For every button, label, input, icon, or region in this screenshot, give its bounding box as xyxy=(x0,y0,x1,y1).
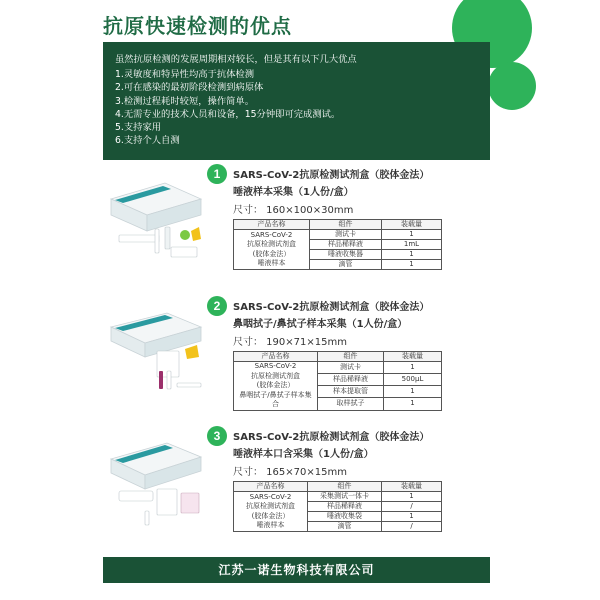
product-kit-image xyxy=(105,301,205,401)
product-size: 尺寸： 190×71×15mm xyxy=(233,337,347,348)
spec-table xyxy=(233,351,442,411)
product-subtitle: 鼻咽拭子/鼻拭子样本采集（1人份/盒） xyxy=(233,319,408,330)
decorative-circle-small xyxy=(488,62,536,110)
product-name-line: 抗原检测试剂盒 xyxy=(246,502,295,510)
page-title: 抗原快速检测的优点 xyxy=(103,14,292,38)
product-card-3 xyxy=(103,425,543,540)
table-header: 组件 xyxy=(310,220,382,230)
product-title: SARS-CoV-2抗原检测试剂盒（胶体金法） xyxy=(233,302,430,313)
advantages-intro: 虽然抗原检测的发展周期相对较长，但是其有以下几大优点 xyxy=(115,54,357,65)
product-name-line: SARS-CoV-2 xyxy=(250,230,293,239)
table-header-row xyxy=(234,482,442,492)
product-name-line: 鼻咽拭子/鼻拭子样本集合 xyxy=(239,390,312,408)
component-cell: 样本提取管 xyxy=(318,386,384,398)
advantage-item: 6.支持个人自测 xyxy=(115,135,180,147)
product-name-cell xyxy=(234,492,308,532)
product-name-cell xyxy=(234,230,310,270)
product-card-1 xyxy=(103,163,543,278)
component-cell: 唾液收集器 xyxy=(310,250,382,260)
quantity-cell: 1mL xyxy=(382,240,442,250)
advantages-panel xyxy=(103,42,490,160)
component-cell: 唾液收集袋 xyxy=(308,512,382,522)
component-cell: 测试卡 xyxy=(318,362,384,374)
product-card-2 xyxy=(103,295,543,410)
product-name-line: SARS-CoV-2 xyxy=(249,492,292,501)
component-cell: 测试卡 xyxy=(310,230,382,240)
table-header: 组件 xyxy=(308,482,382,492)
spec-table xyxy=(233,481,442,532)
advantage-item: 5.支持家用 xyxy=(115,122,162,134)
quantity-cell: 1 xyxy=(384,386,442,398)
product-subtitle: 唾液样本采集（1人份/盒） xyxy=(233,187,354,198)
quantity-cell: 1 xyxy=(384,398,442,410)
component-cell: 取样拭子 xyxy=(318,398,384,410)
product-subtitle: 唾液样本口含采集（1人份/盒） xyxy=(233,449,374,460)
quantity-cell: / xyxy=(382,522,442,532)
product-number-badge: 3 xyxy=(207,426,227,446)
table-row xyxy=(234,230,442,240)
product-name-line: 抗原检测试剂盒 xyxy=(247,240,296,248)
product-name-line: 抗原检测试剂盒 xyxy=(251,371,300,380)
quantity-cell: 1 xyxy=(382,492,442,502)
product-title: SARS-CoV-2抗原检测试剂盒（胶体金法） xyxy=(233,170,430,181)
product-name-line: (胶体金法） xyxy=(252,249,291,258)
product-number-badge: 1 xyxy=(207,164,227,184)
quantity-cell: 500μL xyxy=(384,374,442,386)
quantity-cell: 1 xyxy=(382,260,442,270)
product-name-line: (胶体金法） xyxy=(251,511,290,520)
advantage-item: 2.可在感染的最初阶段检测到病原体 xyxy=(115,82,264,94)
quantity-cell: 1 xyxy=(382,250,442,260)
quantity-cell: / xyxy=(382,502,442,512)
table-row xyxy=(234,492,442,502)
product-name-cell xyxy=(234,362,318,411)
advantage-item: 3.检测过程耗时较短，操作简单。 xyxy=(115,95,255,107)
product-name-line: 唾液样本 xyxy=(256,521,285,529)
table-header: 产品名称 xyxy=(234,482,308,492)
quantity-cell: 1 xyxy=(384,362,442,374)
product-number-badge: 2 xyxy=(207,296,227,316)
table-header-row xyxy=(234,220,442,230)
table-header: 装载量 xyxy=(382,482,442,492)
component-cell: 样品稀释液 xyxy=(318,374,384,386)
table-header: 产品名称 xyxy=(234,220,310,230)
product-size: 尺寸： 160×100×30mm xyxy=(233,205,354,216)
table-header: 组件 xyxy=(318,352,384,362)
quantity-cell: 1 xyxy=(382,230,442,240)
spec-table xyxy=(233,219,442,270)
advantage-item: 4.无需专业的技术人员和设备，15分钟即可完成测试。 xyxy=(115,108,341,120)
table-row xyxy=(234,362,442,374)
product-kit-image xyxy=(105,169,205,269)
quantity-cell: 1 xyxy=(382,512,442,522)
component-cell: 采集测试一体卡 xyxy=(308,492,382,502)
component-cell: 滴管 xyxy=(308,522,382,532)
product-name-line: 唾液样本 xyxy=(257,259,286,267)
company-footer: 江苏一诺生物科技有限公司 xyxy=(103,557,490,583)
table-header: 装载量 xyxy=(384,352,442,362)
table-header: 装载量 xyxy=(382,220,442,230)
product-name-line: SARS-CoV-2 xyxy=(254,362,297,370)
product-size: 尺寸： 165×70×15mm xyxy=(233,467,347,478)
product-title: SARS-CoV-2抗原检测试剂盒（胶体金法） xyxy=(233,432,430,443)
advantage-item: 1.灵敏度和特异性均高于抗体检测 xyxy=(115,69,255,81)
component-cell: 样品稀释液 xyxy=(310,240,382,250)
component-cell: 样品稀释液 xyxy=(308,502,382,512)
component-cell: 滴管 xyxy=(310,260,382,270)
product-name-line: (胶体金法） xyxy=(256,381,295,389)
table-header: 产品名称 xyxy=(234,352,318,362)
table-header-row xyxy=(234,352,442,362)
product-kit-image xyxy=(105,431,205,531)
